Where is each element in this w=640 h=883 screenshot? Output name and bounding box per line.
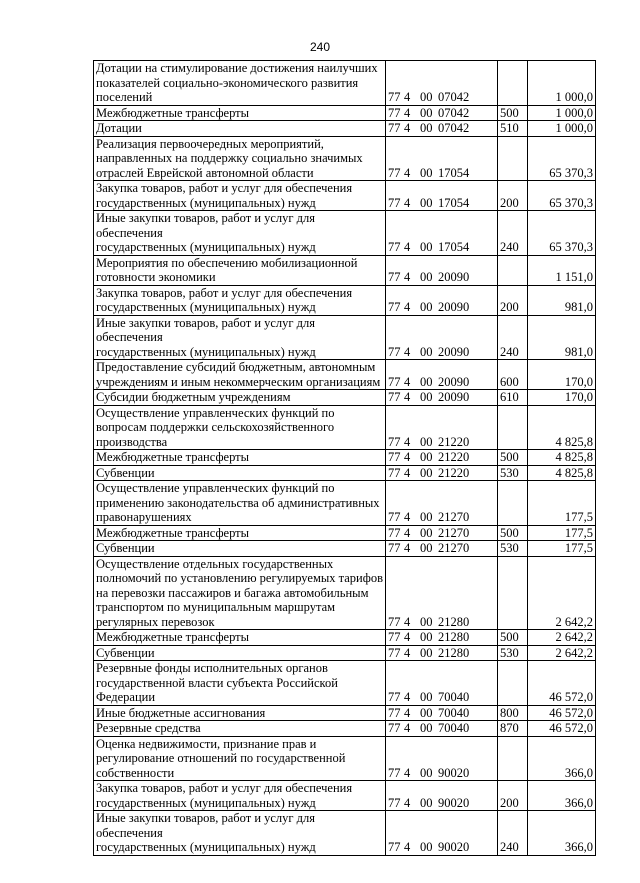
code-part-c2: 4 (404, 105, 411, 120)
code-part-c1: 77 (388, 450, 401, 464)
code-part-c1: 77 (388, 344, 401, 359)
target-article-code (386, 105, 498, 121)
expense-type-code: 530 (498, 645, 528, 661)
amount: 170,0 (528, 360, 596, 390)
expense-type-code (498, 405, 528, 450)
expense-type-code: 530 (498, 541, 528, 557)
expense-name: Субсидии бюджетным учреждениям (94, 390, 386, 406)
code-part-c4: 21270 (438, 525, 470, 540)
code-part-c1: 77 (388, 121, 401, 135)
code-part-c3: 00 (420, 121, 433, 135)
table-row (94, 630, 596, 646)
expense-name: Резервные средства (94, 721, 386, 737)
code-part-c2: 4 (404, 630, 411, 644)
code-part-c3: 00 (420, 434, 433, 449)
expense-type-code: 500 (498, 105, 528, 121)
code-part-c2: 4 (404, 614, 411, 629)
code-part-c4: 21220 (438, 434, 470, 449)
code-part-c1: 77 (388, 721, 401, 735)
expense-type-code (498, 61, 528, 106)
expense-name: Субвенции (94, 541, 386, 557)
code-part-c3: 00 (420, 90, 433, 104)
code-part-c1: 77 (388, 270, 401, 284)
code-part-c1: 77 (388, 645, 401, 660)
expense-name: Осуществление управленческих функций по применению законодательства об административных правонарушениях (94, 481, 386, 526)
code-part-c1: 77 (388, 690, 401, 704)
code-part-c3: 00 (420, 765, 433, 780)
expense-type-code: 510 (498, 121, 528, 137)
expense-name: Реализация первоочередных мероприятий, направленных на поддержку социально значимых отраслей Еврейской автономной области (94, 136, 386, 181)
code-part-c2: 4 (404, 270, 411, 284)
code-part-c3: 00 (420, 450, 433, 464)
code-part-c4: 17054 (438, 195, 470, 210)
table-row (94, 781, 596, 811)
code-part-c1: 77 (388, 90, 401, 104)
target-article-code (386, 661, 498, 706)
expense-type-code: 530 (498, 465, 528, 481)
code-part-c1: 77 (388, 240, 401, 254)
page-number: 240 (309, 40, 331, 54)
code-part-c4: 21280 (438, 645, 470, 660)
target-article-code (386, 181, 498, 211)
budget-table-body (94, 61, 596, 856)
target-article-code (386, 721, 498, 737)
target-article-code (386, 481, 498, 526)
code-part-c2: 4 (404, 510, 411, 524)
expense-name: Иные закупки товаров, работ и услуг для обеспечения государственных (муниципальных) нужд (94, 211, 386, 256)
code-part-c2: 4 (404, 240, 411, 254)
code-part-c1: 77 (388, 390, 401, 404)
code-part-c2: 4 (404, 434, 411, 449)
code-part-c3: 00 (420, 270, 433, 284)
code-part-c2: 4 (404, 121, 411, 135)
code-part-c3: 00 (420, 344, 433, 359)
code-part-c3: 00 (420, 510, 433, 524)
code-part-c4: 70040 (438, 690, 470, 704)
code-part-c2: 4 (404, 795, 411, 810)
target-article-code (386, 390, 498, 406)
expense-type-code: 200 (498, 781, 528, 811)
expense-name: Осуществление управленческих функций по вопросам поддержки сельскохозяйственного производства (94, 405, 386, 450)
code-part-c1: 77 (388, 300, 401, 314)
expense-name: Закупка товаров, работ и услуг для обеспечения государственных (муниципальных) нужд (94, 781, 386, 811)
target-article-code (386, 211, 498, 256)
code-part-c4: 17054 (438, 240, 470, 254)
target-article-code (386, 285, 498, 315)
target-article-code (386, 465, 498, 481)
code-part-c2: 4 (404, 90, 411, 104)
code-part-c4: 07042 (438, 105, 470, 120)
code-part-c2: 4 (404, 165, 411, 180)
table-row (94, 481, 596, 526)
amount: 2 642,2 (528, 556, 596, 630)
code-part-c2: 4 (404, 525, 411, 540)
expense-type-code (498, 736, 528, 781)
expense-name: Резервные фонды исполнительных органов государственной власти субъекта Российской Федерации (94, 661, 386, 706)
table-row (94, 525, 596, 541)
expense-name: Осуществление отдельных государственных полномочий по установлению регулируемых тарифов на перевозки пассажиров и багажа автомобильным транспортом по муниципальным маршрутам регулярных перевозок (94, 556, 386, 630)
amount: 4 825,8 (528, 405, 596, 450)
code-part-c4: 20090 (438, 344, 470, 359)
code-part-c1: 77 (388, 465, 401, 480)
code-part-c4: 90020 (438, 840, 470, 854)
amount: 65 370,3 (528, 136, 596, 181)
code-part-c1: 77 (388, 195, 401, 210)
expense-type-code: 800 (498, 705, 528, 721)
table-row (94, 721, 596, 737)
code-part-c2: 4 (404, 450, 411, 464)
table-row (94, 136, 596, 181)
code-part-c1: 77 (388, 105, 401, 120)
target-article-code (386, 645, 498, 661)
table-row (94, 705, 596, 721)
code-part-c2: 4 (404, 465, 411, 480)
expense-name: Оценка недвижимости, признание прав и регулирование отношений по государственной собственности (94, 736, 386, 781)
code-part-c3: 00 (420, 240, 433, 254)
code-part-c4: 21280 (438, 614, 470, 629)
code-part-c4: 70040 (438, 705, 470, 720)
expense-name: Закупка товаров, работ и услуг для обеспечения государственных (муниципальных) нужд (94, 181, 386, 211)
code-part-c2: 4 (404, 645, 411, 660)
code-part-c3: 00 (420, 645, 433, 660)
expense-type-code (498, 481, 528, 526)
expense-type-code: 500 (498, 525, 528, 541)
expense-name: Дотации (94, 121, 386, 137)
code-part-c4: 20090 (438, 374, 470, 389)
table-row (94, 255, 596, 285)
expense-type-code (498, 556, 528, 630)
code-part-c1: 77 (388, 525, 401, 540)
code-part-c3: 00 (420, 165, 433, 180)
table-row (94, 285, 596, 315)
amount: 1 000,0 (528, 105, 596, 121)
amount: 2 642,2 (528, 645, 596, 661)
table-row (94, 61, 596, 106)
target-article-code (386, 781, 498, 811)
amount: 1 000,0 (528, 61, 596, 106)
expense-type-code: 600 (498, 360, 528, 390)
expense-name: Межбюджетные трансферты (94, 630, 386, 646)
code-part-c4: 90020 (438, 765, 470, 780)
amount: 366,0 (528, 811, 596, 856)
amount: 1 151,0 (528, 255, 596, 285)
table-row (94, 181, 596, 211)
table-row (94, 661, 596, 706)
code-part-c3: 00 (420, 300, 433, 314)
target-article-code (386, 61, 498, 106)
table-row (94, 105, 596, 121)
code-part-c4: 20090 (438, 300, 470, 314)
table-row (94, 315, 596, 360)
code-part-c4: 07042 (438, 90, 470, 104)
expense-type-code: 240 (498, 811, 528, 856)
code-part-c4: 21280 (438, 630, 470, 644)
target-article-code (386, 705, 498, 721)
expense-name: Иные бюджетные ассигнования (94, 705, 386, 721)
expense-type-code: 500 (498, 630, 528, 646)
target-article-code (386, 541, 498, 557)
expense-type-code (498, 255, 528, 285)
code-part-c4: 21270 (438, 510, 470, 524)
budget-table (93, 60, 596, 856)
code-part-c1: 77 (388, 614, 401, 629)
code-part-c1: 77 (388, 434, 401, 449)
amount: 4 825,8 (528, 450, 596, 466)
target-article-code (386, 136, 498, 181)
code-part-c1: 77 (388, 374, 401, 389)
amount: 170,0 (528, 390, 596, 406)
code-part-c1: 77 (388, 705, 401, 720)
code-part-c3: 00 (420, 690, 433, 704)
expense-type-code: 240 (498, 315, 528, 360)
code-part-c4: 17054 (438, 165, 470, 180)
code-part-c4: 20090 (438, 390, 470, 404)
target-article-code (386, 556, 498, 630)
target-article-code (386, 405, 498, 450)
expense-name: Иные закупки товаров, работ и услуг для обеспечения государственных (муниципальных) нужд (94, 315, 386, 360)
target-article-code (386, 450, 498, 466)
code-part-c1: 77 (388, 795, 401, 810)
code-part-c3: 00 (420, 195, 433, 210)
code-part-c2: 4 (404, 300, 411, 314)
target-article-code (386, 360, 498, 390)
code-part-c4: 90020 (438, 795, 470, 810)
code-part-c4: 21270 (438, 541, 470, 555)
code-part-c1: 77 (388, 840, 401, 854)
amount: 177,5 (528, 525, 596, 541)
amount: 981,0 (528, 285, 596, 315)
amount: 366,0 (528, 781, 596, 811)
expense-name: Субвенции (94, 645, 386, 661)
target-article-code (386, 315, 498, 360)
amount: 2 642,2 (528, 630, 596, 646)
table-row (94, 390, 596, 406)
amount: 65 370,3 (528, 211, 596, 256)
code-part-c2: 4 (404, 195, 411, 210)
code-part-c3: 00 (420, 721, 433, 735)
code-part-c1: 77 (388, 510, 401, 524)
amount: 65 370,3 (528, 181, 596, 211)
table-row (94, 211, 596, 256)
table-row (94, 450, 596, 466)
target-article-code (386, 255, 498, 285)
expense-name: Межбюджетные трансферты (94, 525, 386, 541)
code-part-c2: 4 (404, 541, 411, 555)
table-row (94, 405, 596, 450)
target-article-code (386, 630, 498, 646)
code-part-c4: 20090 (438, 270, 470, 284)
amount: 981,0 (528, 315, 596, 360)
code-part-c2: 4 (404, 390, 411, 404)
code-part-c3: 00 (420, 105, 433, 120)
expense-name: Мероприятия по обеспечению мобилизационной готовности экономики (94, 255, 386, 285)
expense-type-code: 200 (498, 181, 528, 211)
amount: 46 572,0 (528, 661, 596, 706)
table-row (94, 465, 596, 481)
expense-name: Дотации на стимулирование достижения наилучших показателей социально-экономического развития поселений (94, 61, 386, 106)
code-part-c2: 4 (404, 721, 411, 735)
expense-name: Закупка товаров, работ и услуг для обеспечения государственных (муниципальных) нужд (94, 285, 386, 315)
table-row (94, 541, 596, 557)
amount: 366,0 (528, 736, 596, 781)
code-part-c3: 00 (420, 840, 433, 854)
code-part-c3: 00 (420, 705, 433, 720)
amount: 177,5 (528, 481, 596, 526)
amount: 46 572,0 (528, 705, 596, 721)
code-part-c3: 00 (420, 541, 433, 555)
code-part-c1: 77 (388, 541, 401, 555)
expense-name: Иные закупки товаров, работ и услуг для обеспечения государственных (муниципальных) нужд (94, 811, 386, 856)
expense-type-code: 240 (498, 211, 528, 256)
code-part-c3: 00 (420, 630, 433, 644)
expense-type-code: 200 (498, 285, 528, 315)
expense-type-code: 610 (498, 390, 528, 406)
code-part-c1: 77 (388, 630, 401, 644)
expense-name: Субвенции (94, 465, 386, 481)
table-row (94, 811, 596, 856)
expense-type-code (498, 136, 528, 181)
code-part-c4: 07042 (438, 121, 470, 135)
target-article-code (386, 736, 498, 781)
amount: 46 572,0 (528, 721, 596, 737)
code-part-c2: 4 (404, 344, 411, 359)
expense-type-code: 870 (498, 721, 528, 737)
expense-name: Межбюджетные трансферты (94, 105, 386, 121)
code-part-c2: 4 (404, 705, 411, 720)
target-article-code (386, 811, 498, 856)
target-article-code (386, 121, 498, 137)
amount: 4 825,8 (528, 465, 596, 481)
code-part-c1: 77 (388, 765, 401, 780)
code-part-c2: 4 (404, 374, 411, 389)
code-part-c4: 21220 (438, 465, 470, 480)
code-part-c3: 00 (420, 465, 433, 480)
table-row (94, 121, 596, 137)
expense-name: Межбюджетные трансферты (94, 450, 386, 466)
table-row (94, 556, 596, 630)
code-part-c3: 00 (420, 614, 433, 629)
code-part-c3: 00 (420, 390, 433, 404)
amount: 177,5 (528, 541, 596, 557)
table-row (94, 736, 596, 781)
expense-name: Предоставление субсидий бюджетным, автономным учреждениям и иным некоммерческим организациям (94, 360, 386, 390)
code-part-c2: 4 (404, 765, 411, 780)
expense-type-code (498, 661, 528, 706)
code-part-c2: 4 (404, 840, 411, 854)
amount: 1 000,0 (528, 121, 596, 137)
code-part-c3: 00 (420, 374, 433, 389)
table-row (94, 645, 596, 661)
code-part-c4: 21220 (438, 450, 470, 464)
expense-type-code: 500 (498, 450, 528, 466)
target-article-code (386, 525, 498, 541)
code-part-c3: 00 (420, 795, 433, 810)
code-part-c1: 77 (388, 165, 401, 180)
code-part-c2: 4 (404, 690, 411, 704)
table-row (94, 360, 596, 390)
code-part-c3: 00 (420, 525, 433, 540)
code-part-c4: 70040 (438, 721, 470, 735)
